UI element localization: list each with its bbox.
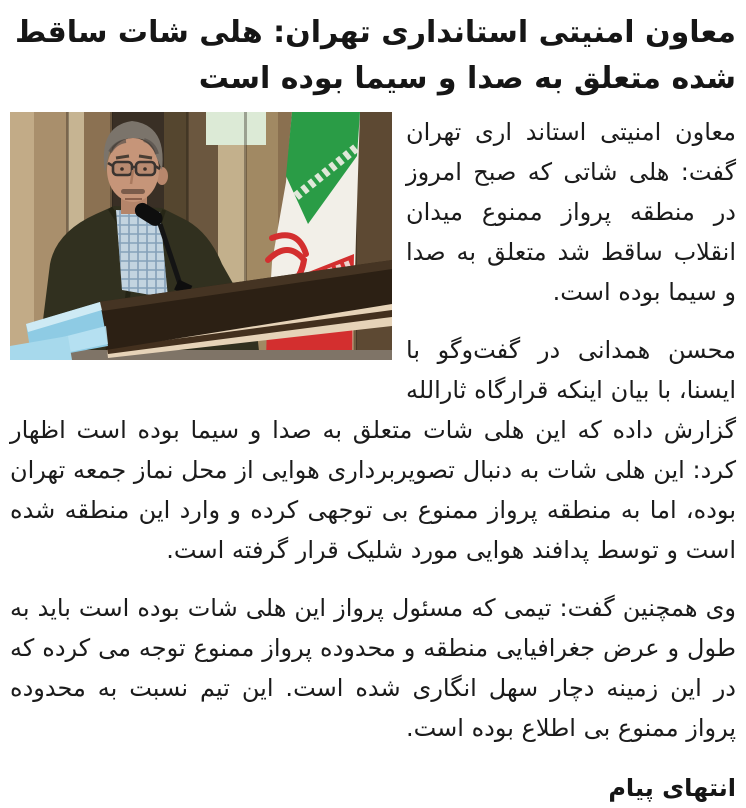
paragraph-lead: معاون امنیتی استاند اری تهران گفت: هلی شاتی که صبح امروز در منطقه پرواز ممنوع میدان انقلاب ساقط شد متعلق به صدا و سیما بوده است. bbox=[406, 118, 736, 306]
podium-speech-photo-illustration bbox=[10, 112, 392, 360]
paragraph-quote-1: محسن همدانی در گفت‌وگو با ایسنا، با بیان اینکه قرارگاه ثارالله گزارش داده که این هلی شات متعلق به صدا و سیما بوده است اظهار کرد: این هلی شات به دنبال تصویربرداری هوایی از محل نماز جمعه تهران بوده، اما به منطقه پرواز ممنوع بی توجهی کرده و وارد این منطقه شده است و توسط پدافند هوایی مورد شلیک قرار گرفته است. bbox=[10, 336, 736, 564]
paragraph-quote-2: وی همچنین گفت: تیمی که مسئول پرواز این هلی شات بوده است باید به طول و عرض جغرافیایی منطقه و محدوده پرواز ممنوع توجه می کرده که در این زمینه دچار سهل انگاری شده است. این تیم نسبت به محدوده پرواز ممنوع بی اطلاع بوده است. bbox=[10, 594, 736, 742]
end-of-message-label: انتهای پیام bbox=[608, 774, 736, 802]
article-headline: معاون امنیتی استانداری تهران: هلی شات ساقط شده متعلق به صدا و سیما بوده است bbox=[14, 15, 736, 96]
mustache bbox=[121, 189, 145, 194]
article-photo bbox=[10, 112, 392, 360]
